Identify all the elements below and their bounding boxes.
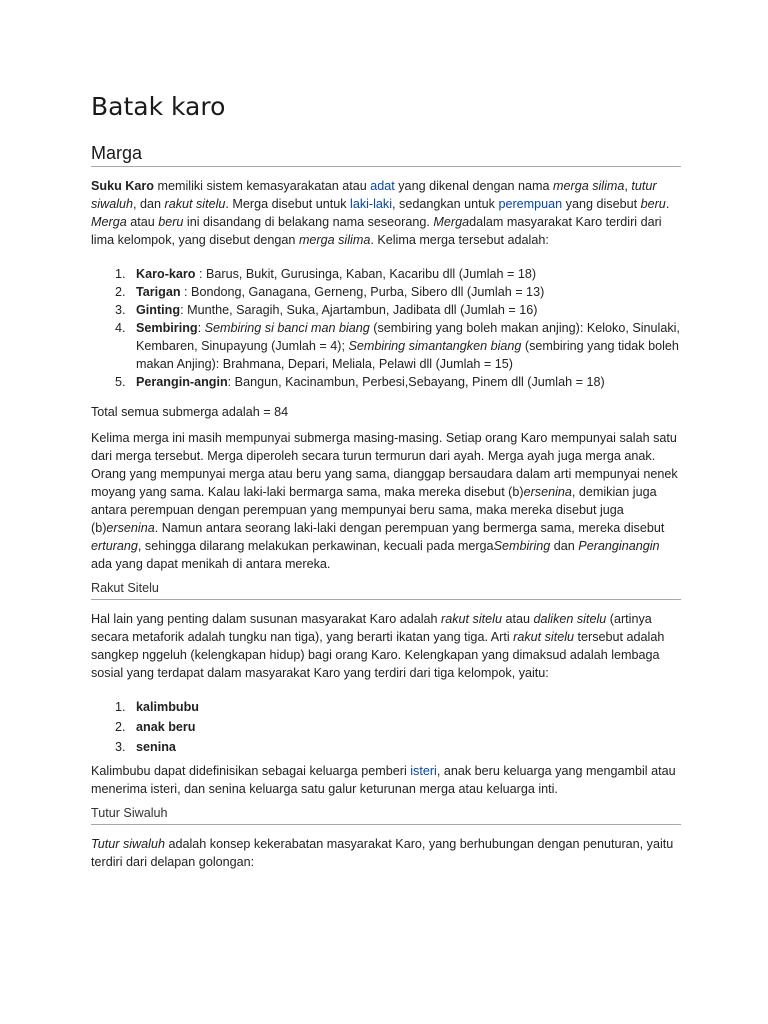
- section-heading-marga: Marga: [91, 141, 681, 167]
- link-laki-laki[interactable]: laki-laki: [350, 197, 393, 211]
- page-title: Batak karo: [91, 92, 226, 121]
- link-adat[interactable]: adat: [370, 179, 395, 193]
- rakut-sitelu-list: [91, 698, 683, 756]
- list-item: 5. Perangin-angin: Bangun, Kacinambun, Perbesi,Sebayang, Pinem dll (Jumlah = 18): [115, 375, 605, 389]
- marga-detail-paragraph: Kelima merga ini masih mempunyai submerga masing-masing. Setiap orang Karo mempunyai salah satu dari merga tersebut. Merga diperoleh secara turun termurun dari ayah. Merga ayah juga merga anak. Orang yang mempunyai merga atau beru yang sama, dianggap bersaudara dalam arti mempunyai nenek moyang yang sama. Kalau laki-laki bermarga sama, maka mereka disebut (b)ersenina, demikian juga antara perempuan dengan perempuan yang mempunyai beru sama, maka mereka disebut juga (b)ersenina. Namun antara seorang laki-laki dengan perempuan yang bermerga sama, mereka disebut erturang, sehingga dilarang melakukan perkawinan, kecuali pada mergaSembiring dan Peranginangin ada yang dapat menikah di antara mereka.: [91, 431, 678, 571]
- marga-intro-paragraph: Suku Karo memiliki sistem kemasyarakatan atau adat yang dikenal dengan nama merga silima, tutur siwaluh, dan rakut sitelu. Merga disebut untuk laki-laki, sedangkan untuk perempuan yang disebut beru. Merga atau beru ini disandang di belakang nama seseorang. Mergadalam masyarakat Karo terdiri dari lima kelompok, yang disebut dengan merga silima. Kelima merga tersebut adalah:: [91, 179, 670, 247]
- marga-list: [91, 265, 683, 391]
- section-heading-rakut-sitelu: Rakut Sitelu: [91, 580, 681, 600]
- rakut-sitelu-paragraph: Hal lain yang penting dalam susunan masyarakat Karo adalah rakut sitelu atau daliken sitelu (artinya secara metaforik adalah tungku nan tiga), yang berarti ikatan yang tiga. Arti rakut sitelu tersebut adalah sangkep nggeluh (kelengkapan hidup) bagi orang Karo. Kelengkapan yang dimaksud adalah lembaga sosial yang terdapat dalam masyarakat Karo yang terdiri dari tiga kelompok, yaitu:: [91, 612, 665, 680]
- submerga-total: Total semua submerga adalah = 84: [91, 405, 289, 419]
- tutur-siwaluh-paragraph: Tutur siwaluh adalah konsep kekerabatan masyarakat Karo, yang berhubungan dengan penuturan, yaitu terdiri dari delapan golongan:: [91, 837, 674, 869]
- link-isteri[interactable]: isteri: [410, 764, 437, 778]
- list-item: 2. Tarigan : Bondong, Ganagana, Gerneng, Purba, Sibero dll (Jumlah = 13): [115, 285, 545, 299]
- list-item: 3. senina: [115, 740, 176, 754]
- section-heading-tutur-siwaluh: Tutur Siwaluh: [91, 805, 681, 825]
- link-perempuan[interactable]: perempuan: [498, 197, 563, 211]
- kalimbubu-paragraph: Kalimbubu dapat didefinisikan sebagai keluarga pemberi isteri, anak beru keluarga yang mengambil atau menerima isteri, dan senina keluarga satu galur keturunan merga atau keluarga inti.: [91, 764, 676, 796]
- list-item: 1. kalimbubu: [115, 700, 199, 714]
- list-item: 2. anak beru: [115, 720, 196, 734]
- list-item: 1. Karo-karo : Barus, Bukit, Gurusinga, Kaban, Kacaribu dll (Jumlah = 18): [115, 267, 537, 281]
- list-item: 4. Sembiring: Sembiring si banci man biang (sembiring yang boleh makan anjing): Keloko, Sinulaki, Kembaren, Sinupayung (Jumlah = 4); Sembiring simantangken biang (sembiring yang tidak boleh makan Anjing): Brahmana, Depari, Meliala, Pelawi dll (Jumlah = 15): [115, 321, 680, 371]
- list-item: 3. Ginting: Munthe, Saragih, Suka, Ajartambun, Jadibata dll (Jumlah = 16): [115, 303, 538, 317]
